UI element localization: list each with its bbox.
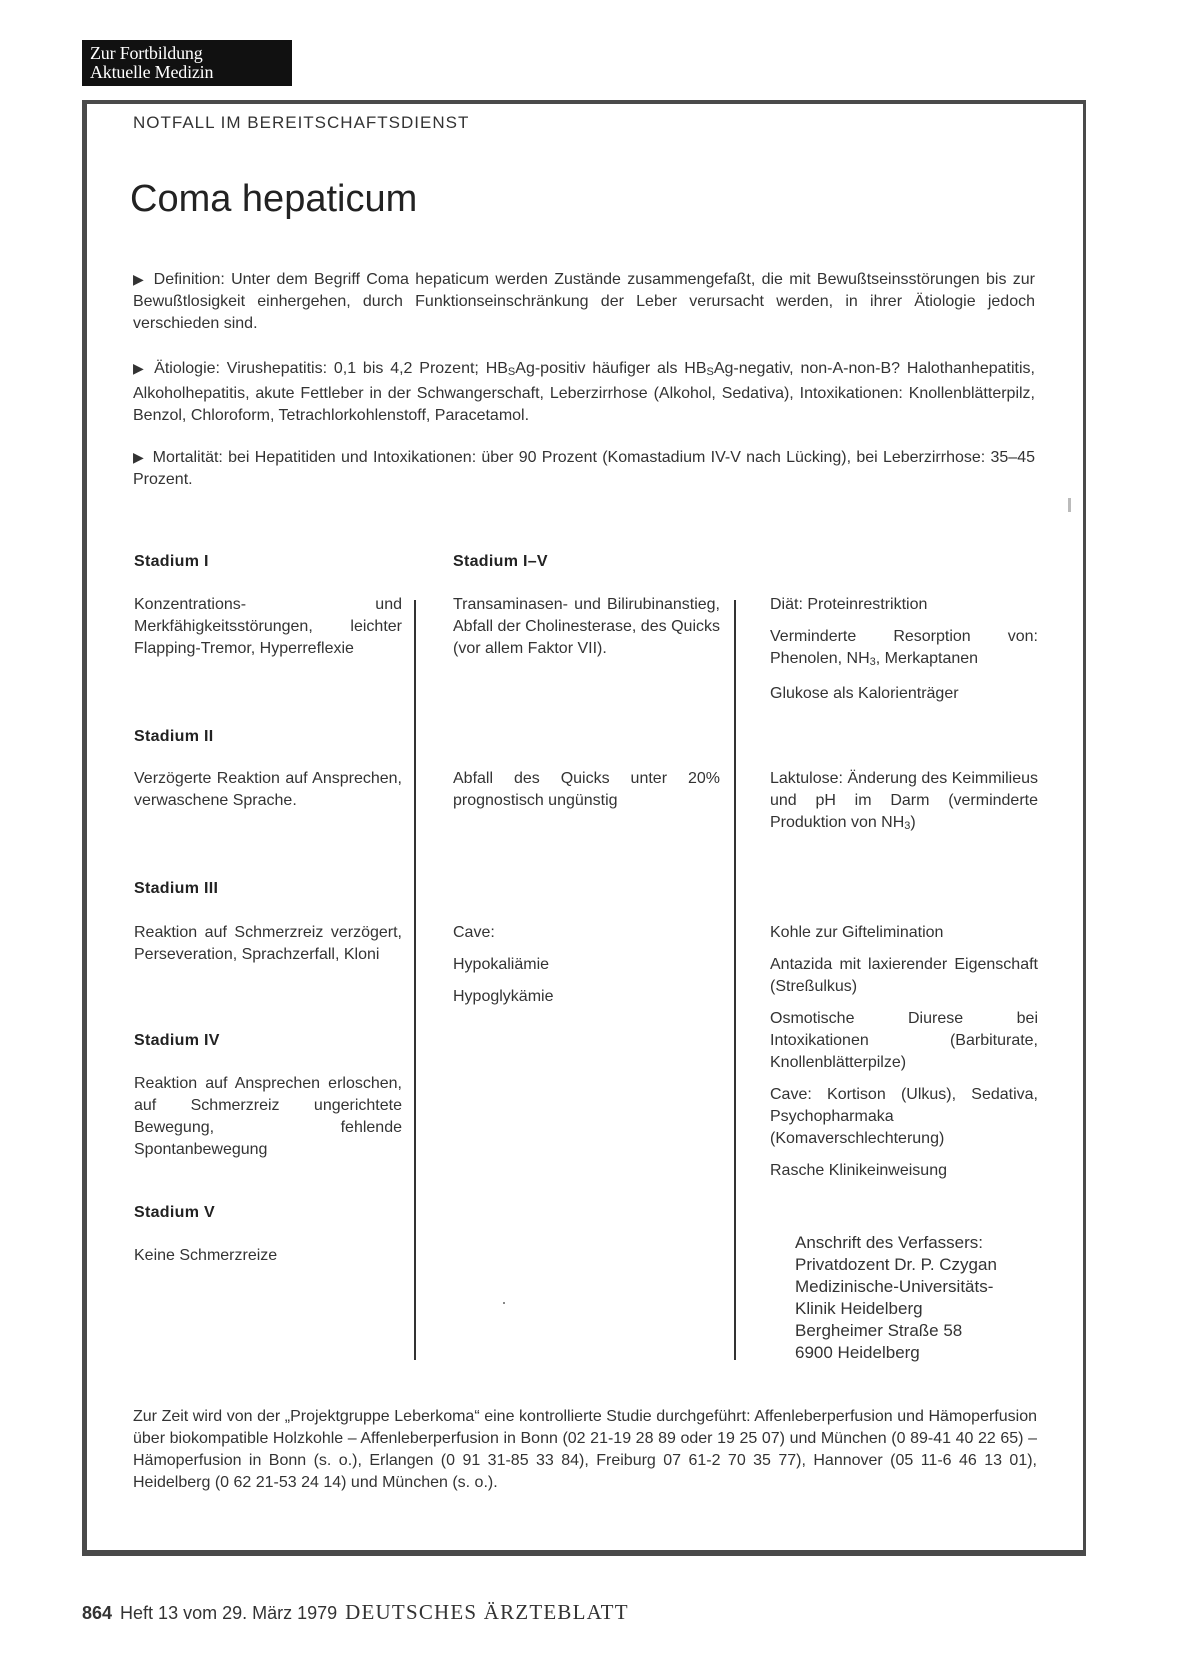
stage-4-heading: Stadium IV bbox=[134, 1032, 220, 1049]
column-divider-2 bbox=[734, 600, 736, 1360]
therapy-resorption-tail: , Merkaptanen bbox=[875, 650, 979, 667]
article-title: Coma hepaticum bbox=[130, 178, 418, 220]
column-divider-1 bbox=[414, 600, 416, 1360]
section-tag-line-2: Aktuelle Medizin bbox=[90, 62, 214, 82]
therapy-lactulose-subscript: 3 bbox=[904, 820, 911, 832]
scan-speck bbox=[503, 1302, 505, 1304]
issue-info: Heft 13 vom 29. März 1979 bbox=[120, 1603, 338, 1623]
stage-1-symptoms: Konzentrations- und Merkfähigkeitsstörungen, leichter Flapping-Tremor, Hyperreflexie bbox=[134, 596, 402, 657]
lab-findings-1: Transaminasen- und Bilirubinanstieg, Abfall der Cholinesterase, des Quicks (vor allem Faktor VII). bbox=[453, 596, 720, 657]
aetiology-subscript-1: S bbox=[507, 366, 516, 378]
therapy-lactulose bbox=[770, 768, 1038, 837]
lab-findings-3 bbox=[453, 922, 720, 1018]
section-tag bbox=[82, 40, 292, 86]
lab-hypoglycemia: Hypoglykämie bbox=[453, 988, 554, 1005]
aetiology-text-b: Ag-positiv häufiger als HB bbox=[515, 360, 707, 377]
therapy-diuresis: Osmotische Diurese bei Intoxikationen (Barbiturate, Knollenblätterpilze) bbox=[770, 1010, 1038, 1071]
therapy-block-3 bbox=[770, 922, 1038, 1192]
lab-cave-label: Cave: bbox=[453, 924, 495, 941]
article-kicker: NOTFALL IM BEREITSCHAFTSDIENST bbox=[133, 113, 470, 132]
aetiology-text-c: Ag-negativ, non-A-non-B? Halothanhepatitis, Alkoholhepatitis, akute Fettleber in der Schwangerschaft, Leberzirrhose (Alkohol, Sedativa), Intoxikationen: Knollenblätterpilz, Benzol, Chloroform, Tetrachlorkohlenstoff, Paracetamol. bbox=[133, 360, 1035, 424]
lab-findings-2: Abfall des Quicks unter 20% prognostisch ungünstig bbox=[453, 770, 720, 809]
stage-2-heading: Stadium II bbox=[134, 728, 214, 745]
mortality-paragraph bbox=[133, 446, 1035, 491]
therapy-resorption-text: Verminderte Resorption von: Phenolen, NH bbox=[770, 628, 1038, 667]
author-address: Anschrift des Verfassers: Privatdozent Dr. P. Czygan Medizinische-Universitäts- Klinik Heidelberg Bergheimer Straße 58 6900 Heidelberg bbox=[795, 1233, 997, 1362]
stage-3-symptoms: Reaktion auf Schmerzreiz verzögert, Perseveration, Sprachzerfall, Kloni bbox=[134, 924, 402, 963]
study-footnote: Zur Zeit wird von der „Projektgruppe Leberkoma“ eine kontrollierte Studie durchgeführt: Affenleberperfusion und Hämoperfusion über biokompatible Holzkohle – Affenleberperfusion in Bonn (02 21-19 28 89 oder 19 25 07) und München (0 89-41 40 22 65) – Hämoperfusion in Bonn (s. o.), Erlangen (0 91 31-85 33 84), Freiburg 07 61-2 70 35 77), Hannover (05 11-6 46 13 01), Heidelberg (0 62 21-53 24 14) und München (s. o.). bbox=[133, 1408, 1037, 1491]
section-tag-line-1: Zur Fortbildung bbox=[90, 43, 203, 63]
therapy-hospital: Rasche Klinikeinweisung bbox=[770, 1162, 947, 1179]
therapy-lactulose-tail: ) bbox=[910, 814, 916, 831]
stage-1-heading: Stadium I bbox=[134, 553, 209, 570]
bullet-triangle-icon: ▶ bbox=[133, 360, 147, 376]
therapy-resorption bbox=[770, 626, 1038, 673]
lab-hypokalemia: Hypokaliämie bbox=[453, 956, 550, 973]
therapy-diet: Diät: Proteinrestriktion bbox=[770, 596, 928, 613]
stage-2-symptoms: Verzögerte Reaktion auf Ansprechen, verwaschene Sprache. bbox=[134, 770, 402, 809]
aetiology-subscript-2: S bbox=[706, 366, 714, 378]
therapy-cave: Cave: Kortison (Ulkus), Sedativa, Psychopharmaka (Komaverschlechterung) bbox=[770, 1086, 1038, 1147]
therapy-glucose: Glukose als Kalorienträger bbox=[770, 685, 959, 702]
bullet-triangle-icon: ▶ bbox=[133, 271, 146, 287]
therapy-lactulose-text: Laktulose: Änderung des Keimmilieus und pH im Darm (verminderte Produktion von NH bbox=[770, 770, 1038, 831]
stage-4-symptoms: Reaktion auf Ansprechen erloschen, auf Schmerzreiz ungerichtete Bewegung, fehlende Spontanbewegung bbox=[134, 1075, 402, 1158]
definition-text: Definition: Unter dem Begriff Coma hepaticum werden Zustände zusammengefaßt, die mit Bewußtseinsstörungen bis zur Bewußtlosigkeit einhergehen, durch Funktionseinschränkung der Leber verursacht werden, in ihrer Ätiologie jedoch verschieden sind. bbox=[133, 271, 1035, 332]
page-number: 864 bbox=[82, 1603, 113, 1623]
lab-column-heading: Stadium I–V bbox=[453, 553, 548, 570]
journal-name: DEUTSCHES ÄRZTEBLATT bbox=[345, 1600, 629, 1624]
therapy-antacids: Antazida mit laxierender Eigenschaft (Streßulkus) bbox=[770, 956, 1038, 995]
mortality-text: Mortalität: bei Hepatitiden und Intoxikationen: über 90 Prozent (Komastadium IV-V nach Lücking), bei Leberzirrhose: 35–45 Prozent. bbox=[133, 449, 1035, 488]
stage-5-symptoms: Keine Schmerzreize bbox=[134, 1247, 278, 1264]
therapy-block-1 bbox=[770, 594, 1038, 715]
therapy-resorption-subscript: 3 bbox=[869, 656, 876, 668]
therapy-charcoal: Kohle zur Giftelimination bbox=[770, 924, 944, 941]
definition-paragraph bbox=[133, 268, 1035, 335]
stage-3-heading: Stadium III bbox=[134, 880, 219, 897]
stage-5-heading: Stadium V bbox=[134, 1204, 215, 1221]
scan-edge-mark bbox=[1068, 498, 1071, 512]
aetiology-text-a: Ätiologie: Virushepatitis: 0,1 bis 4,2 Prozent; HB bbox=[154, 360, 508, 377]
page-footer bbox=[82, 1600, 629, 1625]
bullet-triangle-icon: ▶ bbox=[133, 449, 145, 465]
aetiology-paragraph bbox=[133, 357, 1035, 427]
